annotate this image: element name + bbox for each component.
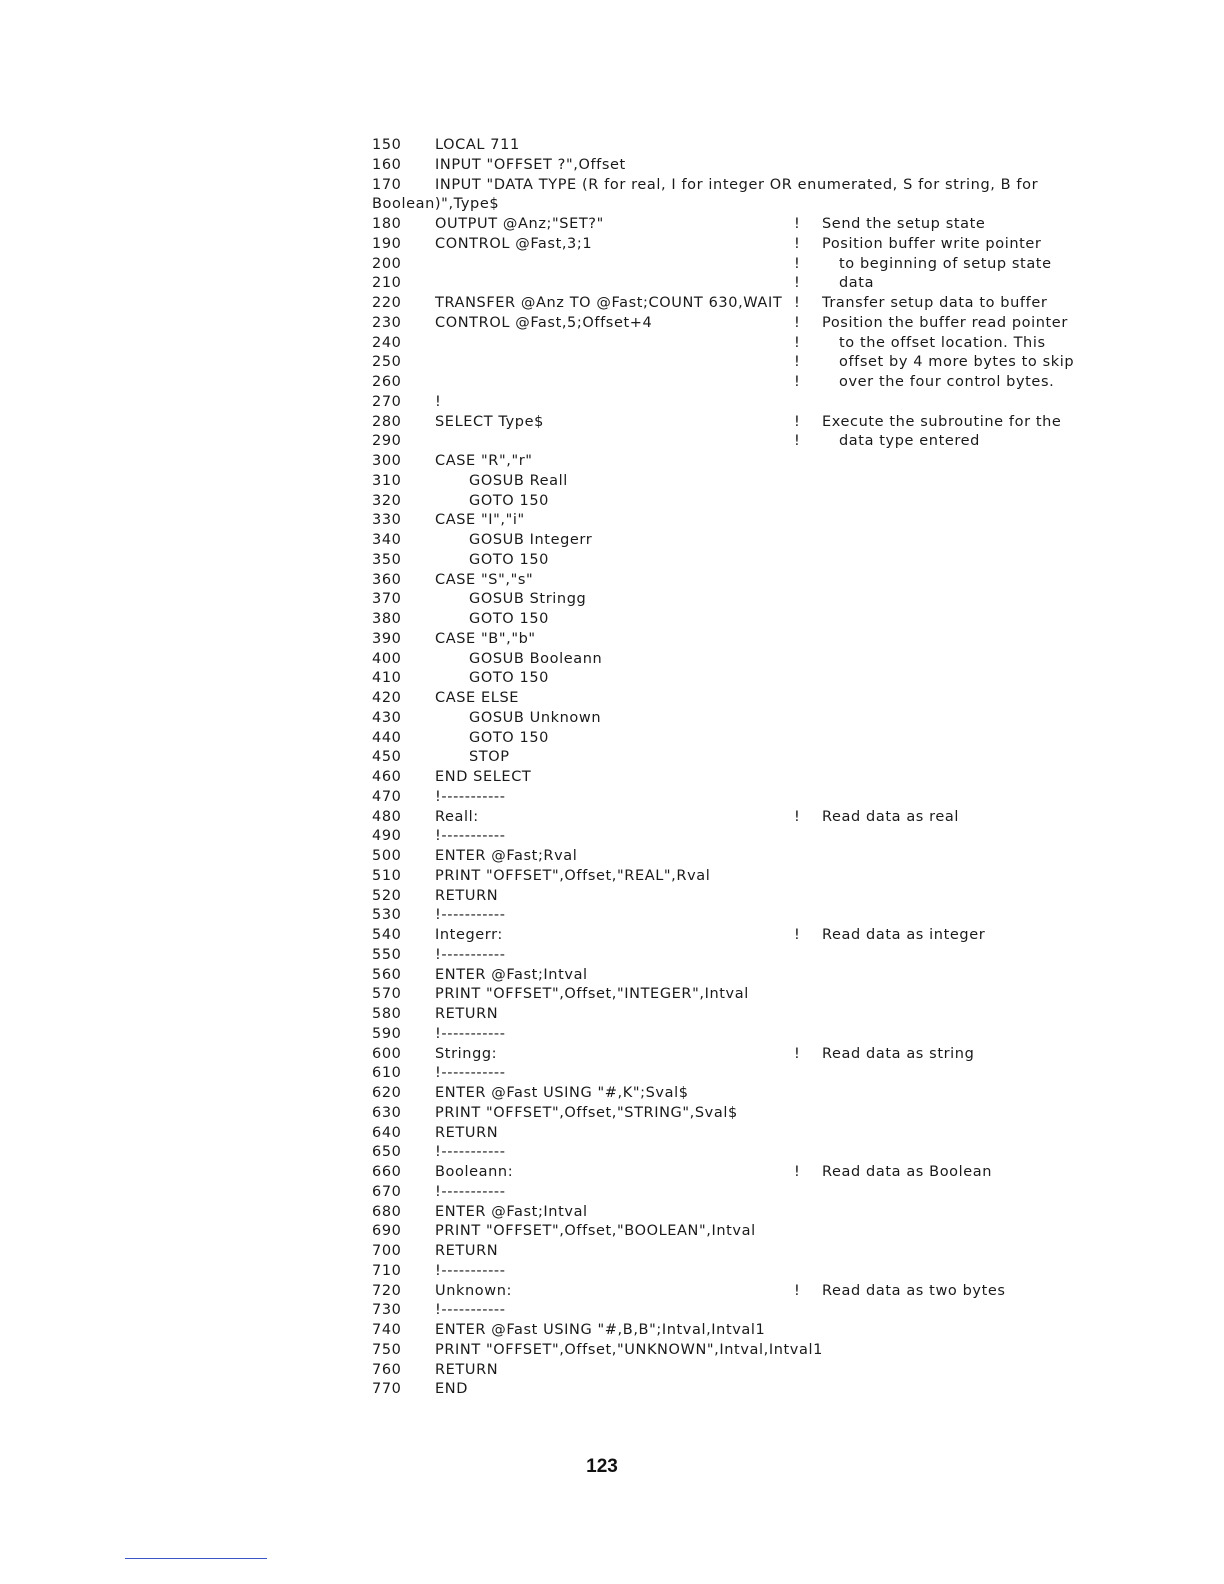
code-text: SELECT Type$	[435, 413, 544, 430]
line-number: 540	[372, 927, 402, 943]
code-text: INPUT "DATA TYPE (R for real, I for integer OR enumerated, S for string, B for	[435, 176, 1039, 193]
line-number: 570	[372, 986, 402, 1003]
code-text: ENTER @Fast;Rval	[435, 848, 578, 864]
line-number: 630	[372, 1104, 402, 1121]
code-line-170-wrap	[372, 195, 1172, 215]
code-text: PRINT "OFFSET",Offset,"STRING",Sval$	[435, 1104, 738, 1121]
line-number: 430	[372, 709, 402, 726]
line-number: 750	[372, 1341, 402, 1358]
line-number: 760	[372, 1361, 402, 1378]
code-line-270	[372, 393, 1172, 413]
code-line-360	[372, 571, 1172, 591]
comment-marker: !	[794, 334, 801, 351]
comment-text: offset by 4 more bytes to skip	[839, 354, 1075, 371]
code-text: CONTROL @Fast,3;1	[435, 235, 593, 252]
code-line-760	[372, 1361, 1172, 1381]
line-number: 520	[372, 887, 402, 904]
code-line-470	[372, 788, 1172, 808]
line-number: 480	[372, 808, 402, 825]
line-number: 180	[372, 216, 402, 232]
comment-marker: !	[794, 927, 801, 943]
code-text: Reall:	[435, 808, 479, 825]
code-text: CASE ELSE	[435, 690, 520, 706]
line-number: 310	[372, 472, 402, 489]
code-text: LOCAL 711	[435, 137, 520, 153]
line-number: 210	[372, 275, 402, 292]
code-text: GOTO 150	[469, 611, 550, 627]
code-text: RETURN	[435, 1006, 499, 1022]
code-line-380	[372, 610, 1172, 630]
footer-rule	[125, 1558, 267, 1559]
code-line-510	[372, 867, 1172, 887]
code-text: GOTO 150	[469, 670, 550, 687]
line-number: 150	[372, 137, 402, 153]
code-line-740	[372, 1321, 1172, 1341]
code-text: ENTER @Fast;Intval	[435, 1203, 588, 1220]
code-line-260	[372, 373, 1172, 393]
code-text: TRANSFER @Anz TO @Fast;COUNT 630,WAIT	[435, 295, 783, 311]
line-number: 700	[372, 1243, 402, 1259]
code-text: GOTO 150	[469, 551, 550, 568]
code-line-490	[372, 827, 1172, 847]
code-text: !-----------	[435, 946, 506, 963]
comment-text: over the four control bytes.	[839, 374, 1055, 390]
line-number: 370	[372, 591, 402, 608]
code-line-420	[372, 689, 1172, 709]
comment-marker: !	[794, 295, 801, 311]
line-number: 200	[372, 255, 402, 272]
code-line-570	[372, 985, 1172, 1005]
code-line-580	[372, 1005, 1172, 1025]
comment-text: Send the setup state	[822, 216, 986, 232]
code-text: ENTER @Fast USING "#,B,B";Intval,Intval1	[435, 1322, 766, 1338]
line-number: 720	[372, 1282, 402, 1299]
code-text: GOSUB Booleann	[469, 650, 603, 667]
code-line-610	[372, 1064, 1172, 1084]
comment-marker: !	[794, 314, 801, 331]
code-line-240	[372, 334, 1172, 354]
line-number: 440	[372, 729, 402, 746]
line-number: 350	[372, 551, 402, 568]
line-number: 460	[372, 769, 402, 785]
line-number: 730	[372, 1302, 402, 1319]
code-text: !-----------	[435, 1065, 506, 1082]
line-number: 290	[372, 433, 402, 450]
code-line-700	[372, 1242, 1172, 1262]
line-number: 620	[372, 1085, 402, 1101]
line-number: 770	[372, 1381, 402, 1398]
code-line-370	[372, 590, 1172, 610]
code-text: !-----------	[435, 1025, 506, 1042]
comment-marker: !	[794, 1164, 801, 1180]
line-number: 690	[372, 1223, 402, 1240]
code-line-560	[372, 966, 1172, 986]
code-line-670	[372, 1183, 1172, 1203]
code-line-340	[372, 531, 1172, 551]
comment-marker: !	[794, 413, 801, 430]
comment-marker: !	[794, 216, 801, 232]
line-number: 640	[372, 1124, 402, 1141]
line-number: 390	[372, 630, 402, 647]
code-line-440	[372, 729, 1172, 749]
comment-text: Transfer setup data to buffer	[822, 295, 1048, 311]
code-text: CASE "I","i"	[435, 512, 525, 529]
code-line-310	[372, 472, 1172, 492]
code-text: Stringg:	[435, 1045, 498, 1062]
comment-text: data type entered	[839, 433, 980, 450]
code-line-430	[372, 709, 1172, 729]
code-text: CONTROL @Fast,5;Offset+4	[435, 314, 653, 331]
code-line-540	[372, 926, 1172, 946]
comment-marker: !	[794, 354, 801, 371]
line-number: 170	[372, 176, 402, 193]
code-text: CASE "B","b"	[435, 630, 536, 647]
code-line-650	[372, 1143, 1172, 1163]
code-text: Booleann:	[435, 1164, 514, 1180]
code-line-520	[372, 887, 1172, 907]
line-number: 510	[372, 867, 402, 884]
code-text: GOTO 150	[469, 729, 550, 746]
code-text: GOSUB Unknown	[469, 709, 602, 726]
line-number: 260	[372, 374, 402, 390]
code-text: GOTO 150	[469, 492, 550, 509]
code-text: OUTPUT @Anz;"SET?"	[435, 216, 604, 232]
code-line-630	[372, 1104, 1172, 1124]
code-line-230	[372, 314, 1172, 334]
code-text: STOP	[469, 749, 510, 766]
code-line-160	[372, 156, 1172, 176]
code-line-330	[372, 511, 1172, 531]
code-text: RETURN	[435, 1243, 499, 1259]
code-line-180	[372, 215, 1172, 235]
line-number: 590	[372, 1025, 402, 1042]
comment-text: data	[839, 275, 875, 292]
line-number: 270	[372, 393, 402, 410]
comment-text: Read data as Boolean	[822, 1164, 993, 1180]
line-number: 710	[372, 1262, 402, 1279]
code-line-300	[372, 452, 1172, 472]
code-line-460	[372, 768, 1172, 788]
code-text: !-----------	[435, 1302, 506, 1319]
code-text: PRINT "OFFSET",Offset,"REAL",Rval	[435, 867, 711, 884]
line-number: 450	[372, 749, 402, 766]
code-text: ENTER @Fast;Intval	[435, 966, 588, 983]
code-text: PRINT "OFFSET",Offset,"UNKNOWN",Intval,Intval1	[435, 1341, 823, 1358]
code-line-410	[372, 669, 1172, 689]
code-line-590	[372, 1025, 1172, 1045]
line-number: 410	[372, 670, 402, 687]
comment-marker: !	[794, 808, 801, 825]
code-text: PRINT "OFFSET",Offset,"INTEGER",Intval	[435, 986, 749, 1003]
line-number: 400	[372, 650, 402, 667]
code-line-200	[372, 255, 1172, 275]
code-line-220	[372, 294, 1172, 314]
line-number: 610	[372, 1065, 402, 1082]
code-text: ENTER @Fast USING "#,K";Sval$	[435, 1085, 689, 1101]
code-line-530	[372, 906, 1172, 926]
code-line-320	[372, 492, 1172, 512]
code-text: END SELECT	[435, 769, 532, 785]
code-line-690	[372, 1222, 1172, 1242]
code-line-280	[372, 413, 1172, 433]
code-line-250	[372, 353, 1172, 373]
code-text: RETURN	[435, 1361, 499, 1378]
code-text: GOSUB Stringg	[469, 591, 587, 608]
code-text: !-----------	[435, 1262, 506, 1279]
line-number: 300	[372, 453, 402, 469]
line-number: 680	[372, 1203, 402, 1220]
code-line-720	[372, 1282, 1172, 1302]
comment-text: to the offset location. This	[839, 334, 1046, 351]
code-text: END	[435, 1381, 468, 1398]
code-text-continuation: Boolean)",Type$	[372, 196, 500, 213]
code-text: !-----------	[435, 828, 506, 845]
code-text: RETURN	[435, 887, 499, 904]
line-number: 380	[372, 611, 402, 627]
code-line-450	[372, 748, 1172, 768]
code-text: PRINT "OFFSET",Offset,"BOOLEAN",Intval	[435, 1223, 756, 1240]
comment-marker: !	[794, 433, 801, 450]
line-number: 660	[372, 1164, 402, 1180]
comment-marker: !	[794, 255, 801, 272]
line-number: 470	[372, 788, 402, 805]
line-number: 320	[372, 492, 402, 509]
line-number: 420	[372, 690, 402, 706]
line-number: 230	[372, 314, 402, 331]
comment-text: Read data as string	[822, 1045, 975, 1062]
comment-marker: !	[794, 235, 801, 252]
comment-text: to beginning of setup state	[839, 255, 1052, 272]
line-number: 240	[372, 334, 402, 351]
code-text: !-----------	[435, 1183, 506, 1200]
line-number: 330	[372, 512, 402, 529]
code-text: !-----------	[435, 1144, 506, 1161]
code-text: !	[435, 393, 442, 410]
code-line-390	[372, 630, 1172, 650]
code-line-350	[372, 551, 1172, 571]
line-number: 530	[372, 907, 402, 924]
code-line-290	[372, 432, 1172, 452]
program-listing	[372, 136, 1172, 1400]
code-line-750	[372, 1341, 1172, 1361]
page-number: 123	[586, 1456, 618, 1477]
line-number: 250	[372, 354, 402, 371]
line-number: 670	[372, 1183, 402, 1200]
comment-marker: !	[794, 1282, 801, 1299]
line-number: 740	[372, 1322, 402, 1338]
code-text: Unknown:	[435, 1282, 512, 1299]
code-line-600	[372, 1045, 1172, 1065]
code-text: CASE "R","r"	[435, 453, 533, 469]
line-number: 600	[372, 1045, 402, 1062]
code-text: INPUT "OFFSET ?",Offset	[435, 156, 626, 173]
line-number: 490	[372, 828, 402, 845]
code-line-730	[372, 1301, 1172, 1321]
comment-text: Read data as integer	[822, 927, 986, 943]
line-number: 340	[372, 532, 402, 548]
line-number: 650	[372, 1144, 402, 1161]
code-line-660	[372, 1163, 1172, 1183]
code-line-770	[372, 1380, 1172, 1400]
code-text: !-----------	[435, 907, 506, 924]
comment-marker: !	[794, 1045, 801, 1062]
code-text: Integerr:	[435, 927, 503, 943]
line-number: 500	[372, 848, 402, 864]
line-number: 560	[372, 966, 402, 983]
code-line-680	[372, 1203, 1172, 1223]
code-text: !-----------	[435, 788, 506, 805]
line-number: 220	[372, 295, 402, 311]
code-line-550	[372, 946, 1172, 966]
code-line-500	[372, 847, 1172, 867]
comment-marker: !	[794, 275, 801, 292]
code-text: GOSUB Reall	[469, 472, 568, 489]
code-text: CASE "S","s"	[435, 571, 534, 588]
code-line-400	[372, 650, 1172, 670]
code-line-640	[372, 1124, 1172, 1144]
comment-text: Position the buffer read pointer	[822, 314, 1068, 331]
line-number: 580	[372, 1006, 402, 1022]
code-line-480	[372, 808, 1172, 828]
comment-text: Read data as two bytes	[822, 1282, 1006, 1299]
comment-marker: !	[794, 374, 801, 390]
code-text: RETURN	[435, 1124, 499, 1141]
comment-text: Position buffer write pointer	[822, 235, 1042, 252]
code-line-190	[372, 235, 1172, 255]
code-text: GOSUB Integerr	[469, 532, 593, 548]
code-line-620	[372, 1084, 1172, 1104]
code-line-210	[372, 274, 1172, 294]
code-line-710	[372, 1262, 1172, 1282]
line-number: 280	[372, 413, 402, 430]
comment-text: Read data as real	[822, 808, 960, 825]
line-number: 360	[372, 571, 402, 588]
code-line-150	[372, 136, 1172, 156]
code-line-170	[372, 176, 1172, 196]
line-number: 160	[372, 156, 402, 173]
line-number: 190	[372, 235, 402, 252]
line-number: 550	[372, 946, 402, 963]
comment-text: Execute the subroutine for the	[822, 413, 1062, 430]
